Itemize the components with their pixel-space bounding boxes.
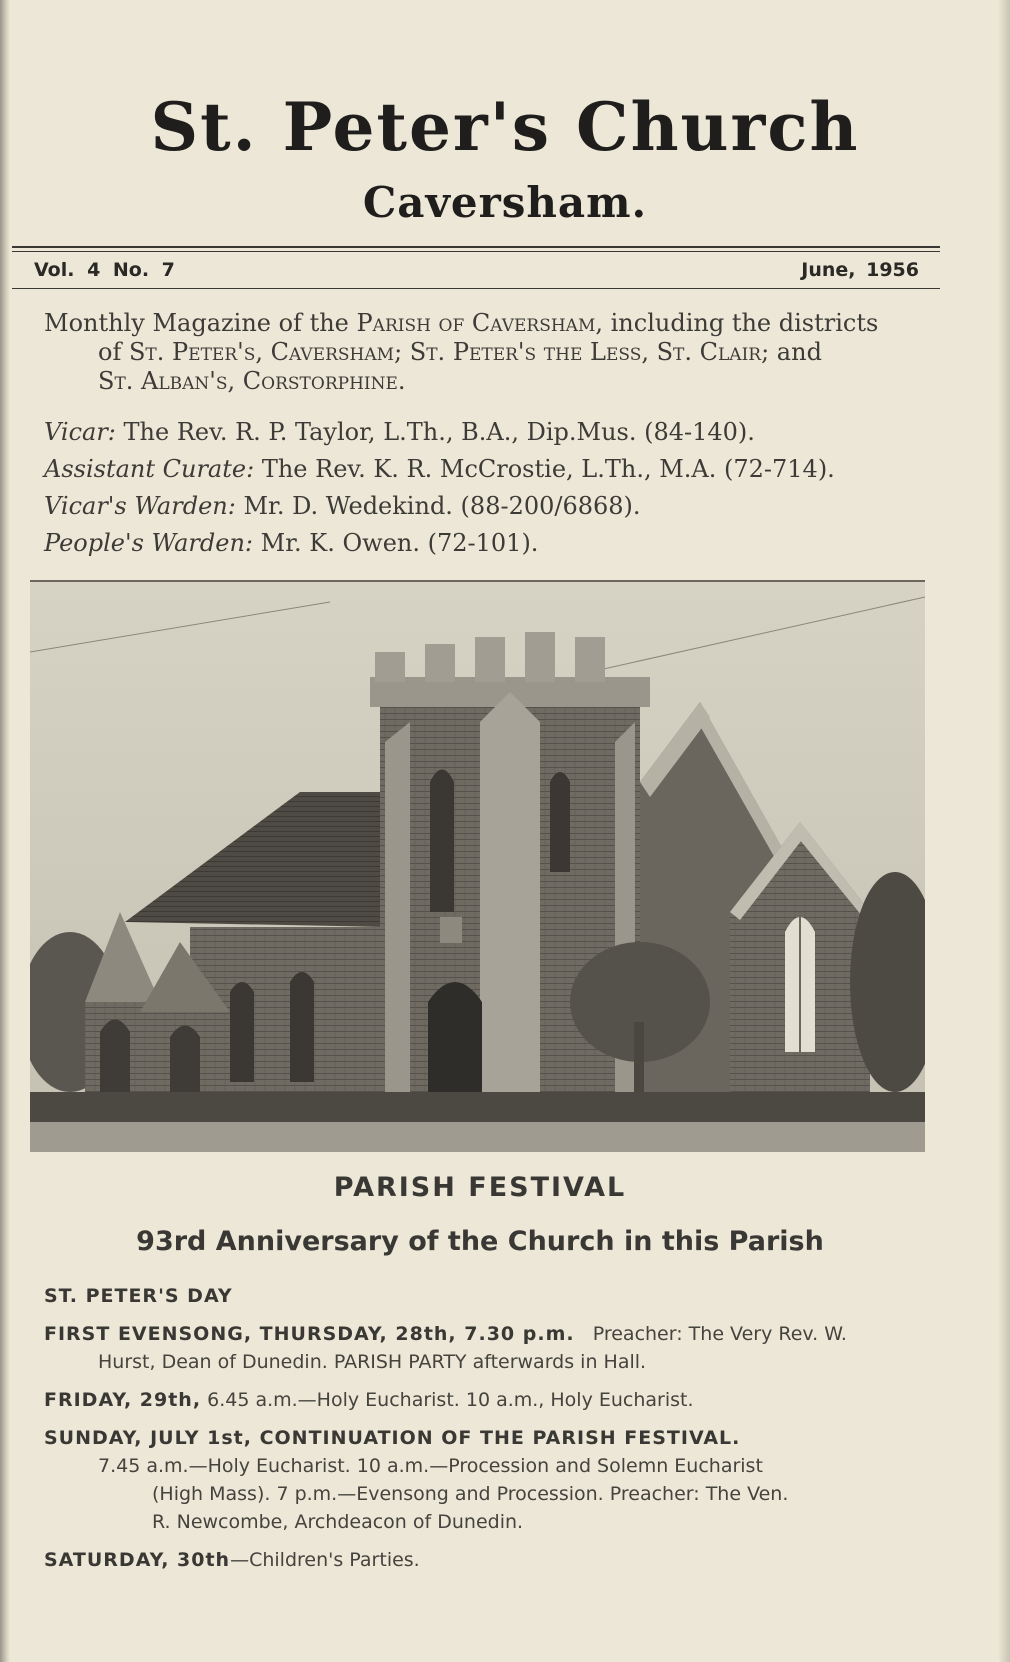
intro-district: St. Peter's, Caversham	[128, 338, 395, 366]
issue-date: June, 1956	[801, 259, 919, 281]
staff-details: Mr. D. Wedekind. (88-200/6868).	[243, 492, 641, 520]
intro-district: St. Peter's the Less, St. Clair	[409, 338, 762, 366]
intro-text: ; and	[761, 338, 822, 366]
entry-text: 6.45 a.m.—Holy Eucharist. 10 a.m., Holy Eucharist.	[207, 1389, 694, 1411]
church-photo	[30, 580, 925, 1152]
staff-role: Vicar:	[44, 418, 116, 446]
entry-text: —Children's Parties.	[230, 1549, 420, 1571]
entry-label: FRIDAY, 29th,	[44, 1389, 202, 1411]
entry-text: Hurst, Dean of Dunedin. PARISH PARTY afterwards in Hall.	[98, 1351, 647, 1373]
staff-list	[44, 414, 924, 562]
staff-details: The Rev. R. P. Taylor, L.Th., B.A., Dip.Mus. (84-140).	[123, 418, 755, 446]
staff-details: Mr. K. Owen. (72-101).	[260, 529, 539, 557]
entry-text: 7.45 a.m.—Holy Eucharist. 10 a.m.—Procession and Solemn Eucharist	[98, 1455, 763, 1477]
page-edge	[998, 0, 1010, 1662]
intro-text: , including the districts	[595, 309, 879, 337]
intro-text: Monthly Magazine of the	[44, 309, 357, 337]
feast-label: ST. PETER'S DAY	[44, 1285, 233, 1307]
staff-row	[44, 525, 924, 562]
festival-program	[44, 1282, 924, 1584]
entry-label: SUNDAY, JULY 1st, CONTINUATION OF THE PARISH FESTIVAL.	[44, 1427, 741, 1449]
divider	[12, 251, 940, 252]
staff-row	[44, 488, 924, 525]
masthead-subtitle: Caversham.	[362, 178, 648, 227]
festival-subheading: 93rd Anniversary of the Church in this Parish	[136, 1226, 824, 1257]
entry-label: SATURDAY, 30th	[44, 1549, 231, 1571]
staff-role: People's Warden:	[44, 529, 253, 557]
entry-text: Preacher: The Very Rev. W.	[592, 1323, 847, 1345]
intro-text: of	[98, 338, 129, 366]
entry-text: (High Mass). 7 p.m.—Evensong and Procession. Preacher: The Ven.	[152, 1483, 789, 1505]
program-entry	[44, 1386, 924, 1414]
staff-row	[44, 451, 924, 488]
program-entry	[44, 1424, 924, 1536]
staff-role: Vicar's Warden:	[44, 492, 236, 520]
divider	[12, 246, 940, 248]
intro-paragraph	[44, 309, 910, 396]
program-entry	[44, 1546, 924, 1574]
staff-details: The Rev. K. R. McCrostie, L.Th., M.A. (72-714).	[261, 455, 835, 483]
entry-label: FIRST EVENSONG, THURSDAY, 28th, 7.30 p.m.	[44, 1323, 575, 1345]
issue-volume: Vol. 4 No. 7	[34, 259, 175, 281]
intro-text: ;	[394, 338, 410, 366]
divider	[12, 288, 940, 289]
page-edge	[0, 0, 10, 1662]
staff-row	[44, 414, 924, 451]
intro-parish: Parish of Caversham	[356, 309, 596, 337]
festival-heading: PARISH FESTIVAL	[333, 1172, 627, 1203]
staff-role: Assistant Curate:	[44, 455, 255, 483]
masthead-title: St. Peter's Church	[150, 88, 860, 166]
entry-text: R. Newcombe, Archdeacon of Dunedin.	[152, 1511, 524, 1533]
program-entry	[44, 1320, 924, 1376]
intro-district: St. Alban's, Corstorphine.	[98, 367, 406, 395]
